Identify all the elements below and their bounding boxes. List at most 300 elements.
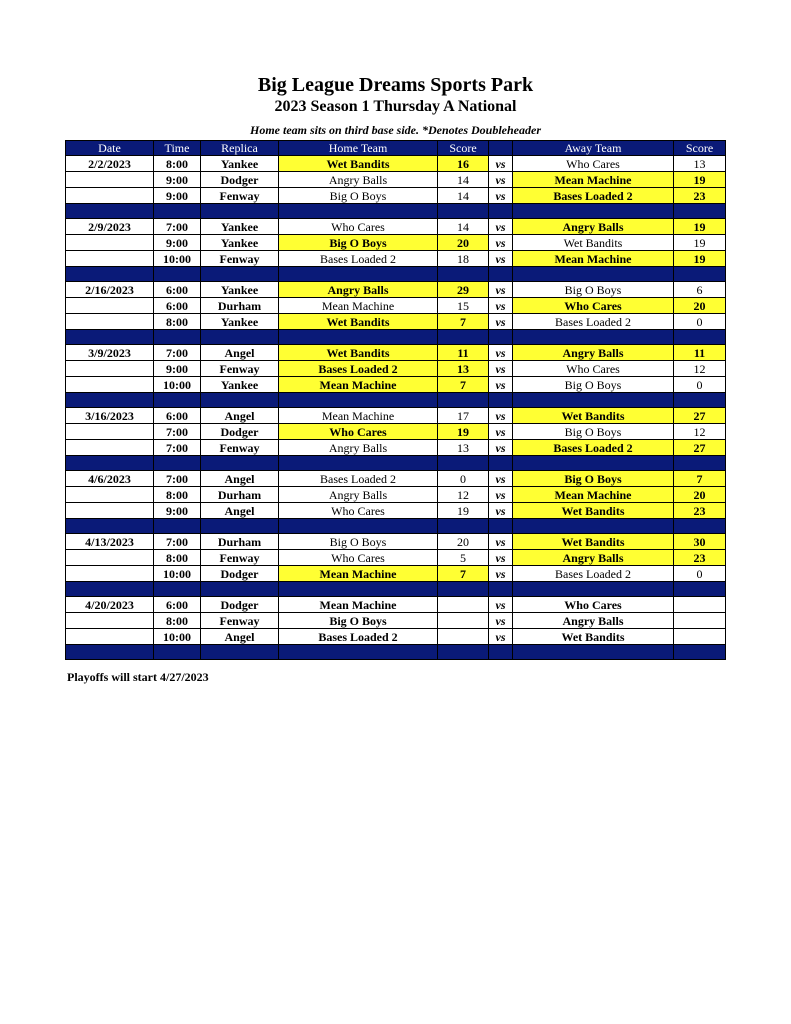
schedule-body xyxy=(66,156,726,660)
game-replica: Fenway xyxy=(201,251,279,267)
game-date-empty xyxy=(66,377,154,393)
game-time: 7:00 xyxy=(154,424,201,440)
vs-label: vs xyxy=(489,251,513,267)
home-score: 13 xyxy=(438,440,489,456)
game-row xyxy=(66,314,726,330)
separator-cell xyxy=(438,456,489,471)
schedule-table xyxy=(65,140,726,660)
week-separator xyxy=(66,519,726,534)
away-score: 30 xyxy=(674,534,726,550)
game-date-empty xyxy=(66,298,154,314)
away-score: 11 xyxy=(674,345,726,361)
home-team: Who Cares xyxy=(279,503,438,519)
separator-cell xyxy=(201,267,279,282)
vs-label: vs xyxy=(489,219,513,235)
away-score: 19 xyxy=(674,235,726,251)
home-team: Mean Machine xyxy=(279,377,438,393)
separator-cell xyxy=(201,519,279,534)
home-score xyxy=(438,629,489,645)
home-score: 5 xyxy=(438,550,489,566)
home-score: 11 xyxy=(438,345,489,361)
game-time: 7:00 xyxy=(154,440,201,456)
separator-cell xyxy=(66,204,154,219)
home-team: Bases Loaded 2 xyxy=(279,629,438,645)
home-team: Angry Balls xyxy=(279,487,438,503)
game-time: 8:00 xyxy=(154,613,201,629)
game-replica: Durham xyxy=(201,534,279,550)
col-header-date: Date xyxy=(66,141,154,156)
home-score: 7 xyxy=(438,566,489,582)
separator-cell xyxy=(489,645,513,660)
away-team: Big O Boys xyxy=(513,282,674,298)
separator-cell xyxy=(674,519,726,534)
col-header-home-score: Score xyxy=(438,141,489,156)
week-separator xyxy=(66,645,726,660)
separator-cell xyxy=(674,393,726,408)
separator-cell xyxy=(674,204,726,219)
col-header-home-team: Home Team xyxy=(279,141,438,156)
vs-label: vs xyxy=(489,235,513,251)
separator-cell xyxy=(66,330,154,345)
away-team: Wet Bandits xyxy=(513,503,674,519)
vs-label: vs xyxy=(489,361,513,377)
game-date-empty xyxy=(66,550,154,566)
separator-cell xyxy=(66,267,154,282)
away-team: Who Cares xyxy=(513,361,674,377)
away-score: 23 xyxy=(674,550,726,566)
separator-cell xyxy=(489,267,513,282)
separator-cell xyxy=(513,393,674,408)
game-row xyxy=(66,534,726,550)
away-score: 0 xyxy=(674,566,726,582)
separator-cell xyxy=(154,267,201,282)
away-team: Big O Boys xyxy=(513,424,674,440)
game-replica: Fenway xyxy=(201,550,279,566)
vs-label: vs xyxy=(489,298,513,314)
game-date: 3/9/2023 xyxy=(66,345,154,361)
game-time: 6:00 xyxy=(154,597,201,613)
away-team: Angry Balls xyxy=(513,550,674,566)
game-replica: Durham xyxy=(201,487,279,503)
game-replica: Fenway xyxy=(201,188,279,204)
away-team: Wet Bandits xyxy=(513,235,674,251)
game-row xyxy=(66,377,726,393)
separator-cell xyxy=(279,645,438,660)
separator-cell xyxy=(489,330,513,345)
home-team: Big O Boys xyxy=(279,613,438,629)
game-row xyxy=(66,408,726,424)
home-team: Mean Machine xyxy=(279,298,438,314)
playoffs-note: Playoffs will start 4/27/2023 xyxy=(67,670,209,684)
vs-label: vs xyxy=(489,156,513,172)
home-score: 7 xyxy=(438,377,489,393)
game-time: 9:00 xyxy=(154,188,201,204)
game-row xyxy=(66,550,726,566)
home-team: Mean Machine xyxy=(279,566,438,582)
game-replica: Yankee xyxy=(201,314,279,330)
away-score: 12 xyxy=(674,361,726,377)
home-team: Angry Balls xyxy=(279,282,438,298)
home-score: 20 xyxy=(438,235,489,251)
home-score: 29 xyxy=(438,282,489,298)
home-team: Wet Bandits xyxy=(279,314,438,330)
vs-label: vs xyxy=(489,314,513,330)
away-score: 20 xyxy=(674,298,726,314)
away-score: 27 xyxy=(674,440,726,456)
game-replica: Angel xyxy=(201,345,279,361)
home-score: 14 xyxy=(438,188,489,204)
separator-cell xyxy=(513,330,674,345)
separator-cell xyxy=(438,519,489,534)
vs-label: vs xyxy=(489,471,513,487)
vs-label: vs xyxy=(489,172,513,188)
away-team: Bases Loaded 2 xyxy=(513,440,674,456)
separator-cell xyxy=(513,582,674,597)
away-team: Who Cares xyxy=(513,156,674,172)
away-team: Mean Machine xyxy=(513,251,674,267)
game-time: 7:00 xyxy=(154,471,201,487)
away-score: 13 xyxy=(674,156,726,172)
home-score xyxy=(438,597,489,613)
away-team: Big O Boys xyxy=(513,471,674,487)
week-separator xyxy=(66,267,726,282)
separator-cell xyxy=(154,330,201,345)
separator-cell xyxy=(674,267,726,282)
game-date: 2/16/2023 xyxy=(66,282,154,298)
home-team: Mean Machine xyxy=(279,408,438,424)
home-team: Big O Boys xyxy=(279,534,438,550)
away-team: Angry Balls xyxy=(513,219,674,235)
col-header-vs xyxy=(489,141,513,156)
home-team: Who Cares xyxy=(279,424,438,440)
separator-cell xyxy=(279,582,438,597)
game-row xyxy=(66,503,726,519)
vs-label: vs xyxy=(489,629,513,645)
away-team: Bases Loaded 2 xyxy=(513,566,674,582)
away-score: 6 xyxy=(674,282,726,298)
game-date-empty xyxy=(66,440,154,456)
header-row xyxy=(66,141,726,156)
separator-cell xyxy=(201,204,279,219)
game-date-empty xyxy=(66,172,154,188)
separator-cell xyxy=(438,267,489,282)
game-replica: Yankee xyxy=(201,377,279,393)
game-date: 3/16/2023 xyxy=(66,408,154,424)
home-score: 7 xyxy=(438,314,489,330)
home-team: Angry Balls xyxy=(279,440,438,456)
game-row xyxy=(66,361,726,377)
game-date-empty xyxy=(66,566,154,582)
separator-cell xyxy=(489,456,513,471)
game-time: 7:00 xyxy=(154,345,201,361)
vs-label: vs xyxy=(489,188,513,204)
vs-label: vs xyxy=(489,534,513,550)
game-replica: Angel xyxy=(201,471,279,487)
home-score: 14 xyxy=(438,172,489,188)
home-team: Wet Bandits xyxy=(279,156,438,172)
game-replica: Dodger xyxy=(201,172,279,188)
separator-cell xyxy=(438,204,489,219)
game-row xyxy=(66,613,726,629)
vs-label: vs xyxy=(489,597,513,613)
game-time: 6:00 xyxy=(154,298,201,314)
game-replica: Angel xyxy=(201,503,279,519)
week-separator xyxy=(66,204,726,219)
separator-cell xyxy=(513,645,674,660)
game-replica: Angel xyxy=(201,408,279,424)
game-date-empty xyxy=(66,629,154,645)
home-team: Bases Loaded 2 xyxy=(279,471,438,487)
away-team: Who Cares xyxy=(513,298,674,314)
game-date-empty xyxy=(66,314,154,330)
away-score: 12 xyxy=(674,424,726,440)
separator-cell xyxy=(201,330,279,345)
game-replica: Fenway xyxy=(201,361,279,377)
game-time: 8:00 xyxy=(154,314,201,330)
separator-cell xyxy=(154,456,201,471)
game-row xyxy=(66,251,726,267)
separator-cell xyxy=(438,582,489,597)
home-score: 15 xyxy=(438,298,489,314)
separator-cell xyxy=(489,519,513,534)
game-row xyxy=(66,424,726,440)
home-team: Who Cares xyxy=(279,219,438,235)
game-time: 8:00 xyxy=(154,550,201,566)
away-score: 19 xyxy=(674,172,726,188)
game-time: 9:00 xyxy=(154,172,201,188)
game-date-empty xyxy=(66,251,154,267)
week-separator xyxy=(66,330,726,345)
away-team: Bases Loaded 2 xyxy=(513,188,674,204)
away-team: Wet Bandits xyxy=(513,629,674,645)
separator-cell xyxy=(66,519,154,534)
away-score: 19 xyxy=(674,219,726,235)
home-team: Big O Boys xyxy=(279,188,438,204)
away-score: 19 xyxy=(674,251,726,267)
col-header-replica: Replica xyxy=(201,141,279,156)
away-score: 23 xyxy=(674,188,726,204)
away-team: Bases Loaded 2 xyxy=(513,314,674,330)
away-team: Angry Balls xyxy=(513,345,674,361)
separator-cell xyxy=(201,456,279,471)
vs-label: vs xyxy=(489,282,513,298)
away-team: Wet Bandits xyxy=(513,534,674,550)
away-score: 0 xyxy=(674,314,726,330)
vs-label: vs xyxy=(489,440,513,456)
game-replica: Yankee xyxy=(201,156,279,172)
away-score: 23 xyxy=(674,503,726,519)
separator-cell xyxy=(279,267,438,282)
col-header-away-score: Score xyxy=(674,141,726,156)
separator-cell xyxy=(66,582,154,597)
separator-cell xyxy=(279,393,438,408)
game-date-empty xyxy=(66,235,154,251)
game-time: 10:00 xyxy=(154,566,201,582)
game-replica: Durham xyxy=(201,298,279,314)
game-row xyxy=(66,471,726,487)
home-team: Bases Loaded 2 xyxy=(279,361,438,377)
game-row xyxy=(66,487,726,503)
separator-cell xyxy=(154,393,201,408)
separator-cell xyxy=(279,456,438,471)
away-team: Big O Boys xyxy=(513,377,674,393)
vs-label: vs xyxy=(489,550,513,566)
game-time: 10:00 xyxy=(154,629,201,645)
game-row xyxy=(66,282,726,298)
separator-cell xyxy=(438,393,489,408)
vs-label: vs xyxy=(489,377,513,393)
col-header-time: Time xyxy=(154,141,201,156)
vs-label: vs xyxy=(489,503,513,519)
game-time: 6:00 xyxy=(154,408,201,424)
vs-label: vs xyxy=(489,408,513,424)
game-row xyxy=(66,172,726,188)
game-row xyxy=(66,597,726,613)
game-row xyxy=(66,345,726,361)
home-score: 0 xyxy=(438,471,489,487)
game-replica: Dodger xyxy=(201,566,279,582)
home-score: 17 xyxy=(438,408,489,424)
home-team: Bases Loaded 2 xyxy=(279,251,438,267)
away-score xyxy=(674,629,726,645)
game-date-empty xyxy=(66,361,154,377)
separator-cell xyxy=(154,204,201,219)
game-date-empty xyxy=(66,424,154,440)
home-team: Big O Boys xyxy=(279,235,438,251)
game-row xyxy=(66,440,726,456)
home-team: Wet Bandits xyxy=(279,345,438,361)
game-row xyxy=(66,235,726,251)
game-row xyxy=(66,298,726,314)
home-score: 19 xyxy=(438,503,489,519)
away-team: Angry Balls xyxy=(513,613,674,629)
week-separator xyxy=(66,582,726,597)
away-team: Mean Machine xyxy=(513,172,674,188)
game-time: 6:00 xyxy=(154,282,201,298)
game-time: 7:00 xyxy=(154,534,201,550)
game-time: 8:00 xyxy=(154,156,201,172)
separator-cell xyxy=(154,582,201,597)
separator-cell xyxy=(513,267,674,282)
away-score: 7 xyxy=(674,471,726,487)
separator-cell xyxy=(201,393,279,408)
separator-cell xyxy=(513,204,674,219)
game-time: 9:00 xyxy=(154,235,201,251)
home-score xyxy=(438,613,489,629)
home-score: 13 xyxy=(438,361,489,377)
game-date: 4/13/2023 xyxy=(66,534,154,550)
away-team: Mean Machine xyxy=(513,487,674,503)
vs-label: vs xyxy=(489,424,513,440)
separator-cell xyxy=(201,645,279,660)
home-team: Who Cares xyxy=(279,550,438,566)
home-score: 14 xyxy=(438,219,489,235)
game-replica: Yankee xyxy=(201,235,279,251)
separator-cell xyxy=(154,519,201,534)
week-separator xyxy=(66,393,726,408)
game-date: 4/20/2023 xyxy=(66,597,154,613)
separator-cell xyxy=(674,330,726,345)
page-subtitle: 2023 Season 1 Thursday A National xyxy=(274,98,517,115)
col-header-away-team: Away Team xyxy=(513,141,674,156)
game-date: 4/6/2023 xyxy=(66,471,154,487)
away-score xyxy=(674,597,726,613)
separator-cell xyxy=(489,204,513,219)
game-time: 7:00 xyxy=(154,219,201,235)
away-score: 0 xyxy=(674,377,726,393)
game-replica: Dodger xyxy=(201,597,279,613)
game-replica: Yankee xyxy=(201,219,279,235)
away-score: 27 xyxy=(674,408,726,424)
game-replica: Fenway xyxy=(201,440,279,456)
home-score: 20 xyxy=(438,534,489,550)
game-time: 10:00 xyxy=(154,251,201,267)
game-row xyxy=(66,219,726,235)
separator-cell xyxy=(674,582,726,597)
page-title: Big League Dreams Sports Park xyxy=(257,74,534,96)
schedule-note: Home team sits on third base side. *Denotes Doubleheader xyxy=(250,123,541,137)
separator-cell xyxy=(513,519,674,534)
vs-label: vs xyxy=(489,613,513,629)
separator-cell xyxy=(438,330,489,345)
home-score: 16 xyxy=(438,156,489,172)
separator-cell xyxy=(674,456,726,471)
game-row xyxy=(66,156,726,172)
game-replica: Dodger xyxy=(201,424,279,440)
home-score: 19 xyxy=(438,424,489,440)
home-team: Mean Machine xyxy=(279,597,438,613)
separator-cell xyxy=(201,582,279,597)
game-replica: Angel xyxy=(201,629,279,645)
separator-cell xyxy=(513,456,674,471)
home-team: Angry Balls xyxy=(279,172,438,188)
separator-cell xyxy=(66,645,154,660)
home-score: 18 xyxy=(438,251,489,267)
separator-cell xyxy=(489,393,513,408)
game-time: 9:00 xyxy=(154,361,201,377)
game-replica: Yankee xyxy=(201,282,279,298)
separator-cell xyxy=(438,645,489,660)
separator-cell xyxy=(279,330,438,345)
game-time: 10:00 xyxy=(154,377,201,393)
game-date: 2/2/2023 xyxy=(66,156,154,172)
game-time: 9:00 xyxy=(154,503,201,519)
away-team: Who Cares xyxy=(513,597,674,613)
separator-cell xyxy=(154,645,201,660)
home-score: 12 xyxy=(438,487,489,503)
vs-label: vs xyxy=(489,345,513,361)
away-score: 20 xyxy=(674,487,726,503)
separator-cell xyxy=(279,519,438,534)
separator-cell xyxy=(674,645,726,660)
separator-cell xyxy=(66,393,154,408)
away-team: Wet Bandits xyxy=(513,408,674,424)
game-replica: Fenway xyxy=(201,613,279,629)
game-date-empty xyxy=(66,613,154,629)
separator-cell xyxy=(489,582,513,597)
separator-cell xyxy=(66,456,154,471)
away-score xyxy=(674,613,726,629)
game-row xyxy=(66,566,726,582)
game-date-empty xyxy=(66,188,154,204)
week-separator xyxy=(66,456,726,471)
game-date-empty xyxy=(66,503,154,519)
game-row xyxy=(66,629,726,645)
vs-label: vs xyxy=(489,566,513,582)
game-date-empty xyxy=(66,487,154,503)
game-time: 8:00 xyxy=(154,487,201,503)
game-row xyxy=(66,188,726,204)
